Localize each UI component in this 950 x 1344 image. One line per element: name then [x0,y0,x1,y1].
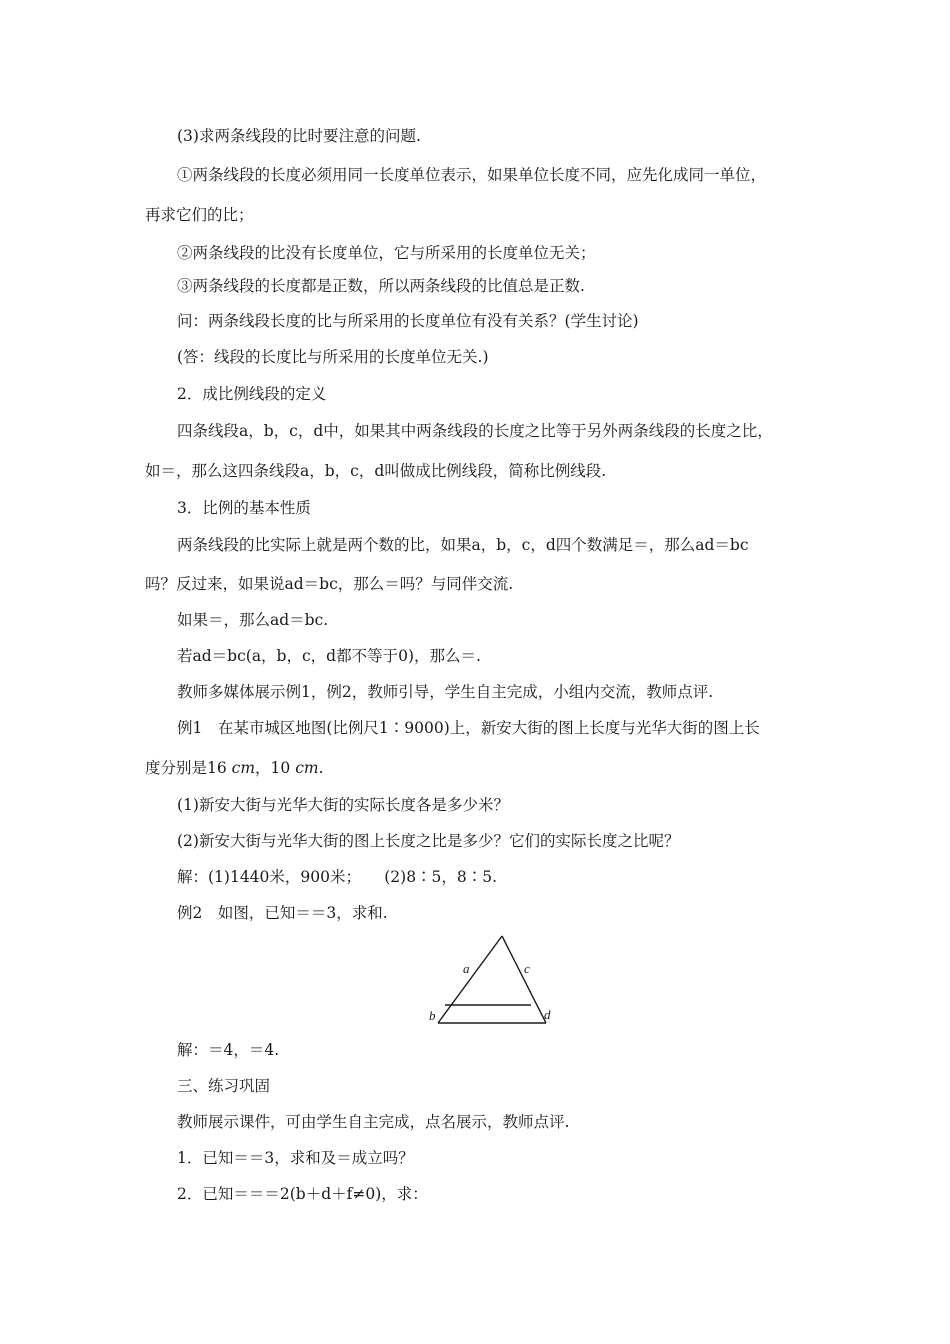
text-line: (答：线段的长度比与所采用的长度单位无关.) [177,348,489,366]
unit-cm: cm [231,759,256,777]
text-line: 如＝，那么这四条线段a，b，c，d叫做成比例线段，简称比例线段. [145,462,607,480]
text-line: 若ad＝bc(a，b，c，d都不等于0)，那么＝. [177,647,481,665]
text-line: ②两条线段的比没有长度单位，它与所采用的长度单位无关； [177,244,596,262]
label-d: d [544,1007,551,1022]
triangle-figure [425,930,565,1030]
text-line: 教师展示课件，可由学生自主完成，点名展示，教师点评. [177,1113,570,1131]
text-line: ③两条线段的长度都是正数，所以两条线段的比值总是正数. [177,277,585,295]
answer-line: 解：＝4，＝4. [177,1041,280,1059]
text-line: 吗？反过来，如果说ad＝bc，那么＝吗？与同伴交流. [145,575,514,593]
text-line: 问：两条线段长度的比与所采用的长度单位有没有关系？(学生讨论) [177,312,639,330]
text-line: (1)新安大街与光华大街的实际长度各是多少米？ [177,796,509,814]
text-line: 再求它们的比； [145,206,254,224]
section-heading: 3．比例的基本性质 [177,499,311,517]
text-line: (2)新安大街与光华大街的图上长度之比是多少？它们的实际长度之比呢？ [177,832,680,850]
text-line: 两条线段的比实际上就是两个数的比，如果a，b，c，d四个数满足＝，那么ad＝bc [177,536,749,554]
text-line: ①两条线段的长度必须用同一长度单位表示，如果单位长度不同，应先化成同一单位， [177,166,767,184]
right-side [502,936,546,1023]
unit-cm: cm [295,759,319,777]
text-span: ，10 [255,759,296,777]
text-line: 如果＝，那么ad＝bc. [177,611,329,629]
text-line: 教师多媒体展示例1，例2，教师引导，学生自主完成，小组内交流，教师点评. [177,683,714,701]
answer-line: 解：(1)1440米，900米； (2)8∶5，8∶5. [177,868,498,886]
example-1-continued [145,758,324,778]
label-b: b [429,1008,436,1023]
text-span: 度分别是16 [145,759,232,777]
label-c: c [524,961,530,976]
section-heading: 三、练习巩固 [177,1077,271,1095]
example-1: 例1 在某市城区地图(比例尺1∶9000)上，新安大街的图上长度与光华大街的图上长 [177,719,760,737]
exercise-2: 2．已知＝＝＝2(b＋d＋f≠0)，求： [177,1185,428,1203]
text-span: . [318,759,324,777]
text-line: 四条线段a，b，c，d中，如果其中两条线段的长度之比等于另外两条线段的长度之比， [177,422,773,440]
left-side [438,936,502,1023]
label-a: a [463,961,470,976]
example-2: 例2 如图，已知＝＝3，求和. [177,904,388,922]
exercise-1: 1．已知＝＝3，求和及＝成立吗？ [177,1149,414,1167]
text-line: (3)求两条线段的比时要注意的问题. [177,127,421,145]
section-heading: 2．成比例线段的定义 [177,385,327,403]
